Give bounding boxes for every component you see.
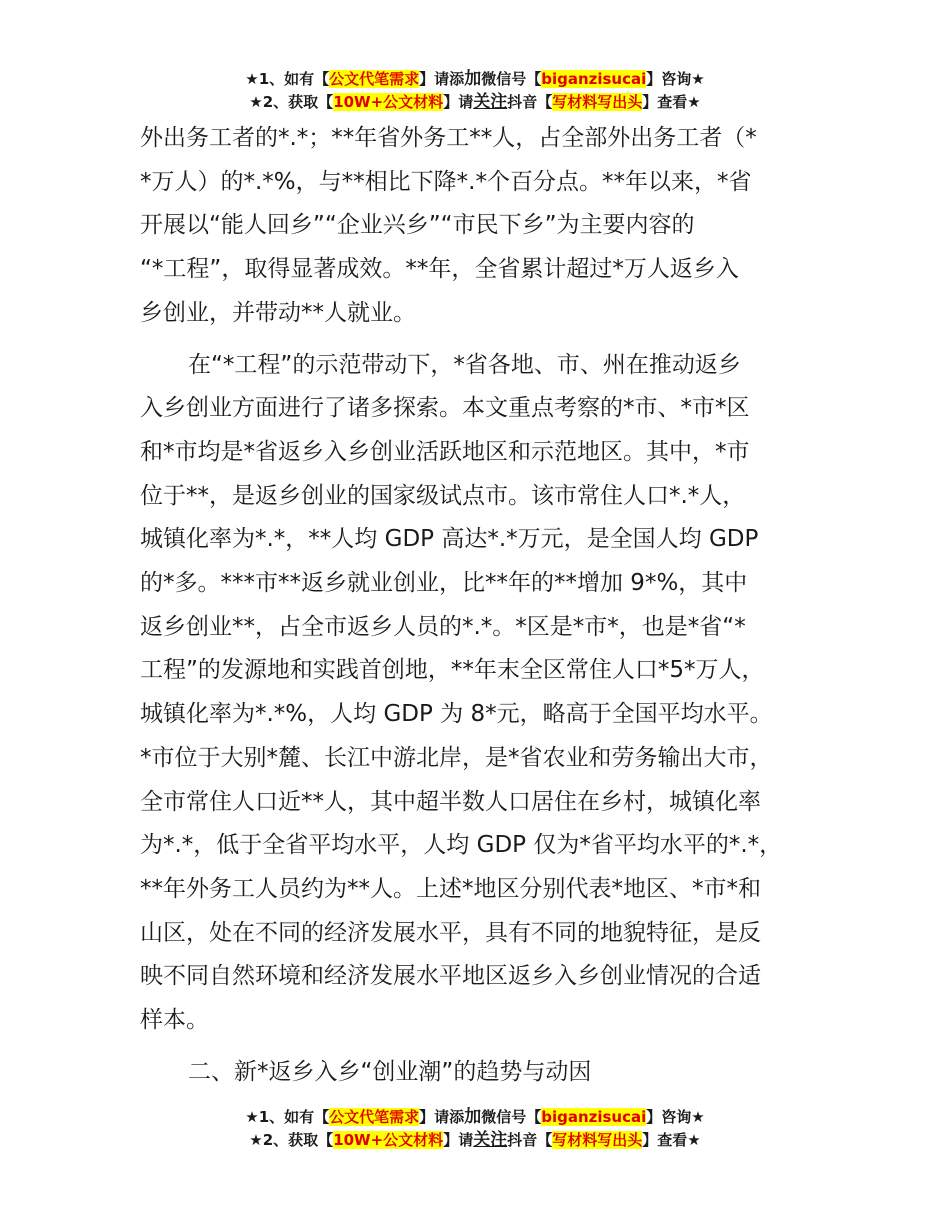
banner-text: ★2、获取【 [249,93,334,111]
banner-highlight: biganzisucai [541,1108,647,1126]
banner-line-2 [0,91,950,114]
banner-highlight: 10W+公文材料 [333,93,444,111]
text-line: 外出务工者的*.*；**年省外务工**人，占全部外出务工者（* [140,125,757,151]
banner-text: 加 [464,1107,482,1127]
banner-text: ★2、获取【 [249,1131,334,1149]
banner-line-1 [0,1106,950,1129]
text-line: 的*多。***市**返乡就业创业，比**年的**增加 9*%，其中 [140,570,748,597]
banner-highlight: 公文代笔需求 [329,1108,420,1126]
paragraph-2 [140,344,840,1043]
banner-text: 关注 [473,1130,508,1150]
text-line: 返乡创业**，占全市返乡人员的*.*。*区是*市*，也是*省“* [140,613,746,640]
text-line: 在“*工程”的示范带动下，*省各地、市、州在推动返乡 [188,351,741,378]
text-line: 山区，处在不同的经济发展水平，具有不同的地貌特征，是反 [140,919,761,946]
text-line: 城镇化率为*.*，**人均 GDP 高达*.*万元，是全国人均 GDP [140,526,759,553]
banner-text: 抖音【 [507,1131,553,1149]
banner-text: ★1、如有【 [245,1108,330,1126]
banner-text: 】咨询★ [646,70,705,88]
text-line: 为*.*，低于全省平均水平，人均 GDP 仅为*省平均水平的*.*， [140,832,783,859]
banner-highlight: 公文代笔需求 [329,70,420,88]
banner-text: 抖音【 [507,93,553,111]
text-line: 城镇化率为*.*%，人均 GDP 为 8*元，略高于全国平均水平。 [140,701,773,728]
banner-text: 加 [464,69,482,89]
section-heading-text: 二、新*返乡入乡“创业潮”的趋势与动因 [188,1058,592,1085]
text-line: 入乡创业方面进行了诸多探索。本文重点考察的*市、*市*区 [140,395,750,422]
text-line: 开展以“能人回乡”“企业兴乡”“市民下乡”为主要内容的 [140,212,695,239]
header-banner [0,68,950,114]
text-line: *万人）的*.*%，与**相比下降*.*个百分点。**年以来，*省 [140,168,752,195]
text-line: 工程”的发源地和实践首创地，**年末全区常住人口*5*万人， [140,657,765,684]
banner-text: 】请添 [419,70,465,88]
banner-text: 微信号【 [481,1108,542,1126]
banner-highlight: 写材料写出头 [552,93,643,111]
banner-highlight: biganzisucai [541,70,647,88]
text-line: *市位于大别*麓、长江中游北岸，是*省农业和劳务输出大市， [140,744,773,771]
text-line: 映不同自然环境和经济发展水平地区返乡入乡创业情况的合适 [140,963,761,990]
paragraph-1 [140,117,840,336]
banner-highlight: 写材料写出头 [552,1131,643,1149]
banner-text: 】请 [443,93,474,111]
banner-line-1 [0,68,950,91]
banner-line-2 [0,1129,950,1152]
text-line: 样本。 [140,1007,209,1034]
text-line: **年外务工人员约为**人。上述*地区分别代表*地区、*市*和 [140,875,761,902]
text-line: 全市常住人口近**人，其中超半数人口居住在乡村，城镇化率 [140,788,761,815]
section-heading [140,1051,840,1095]
footer-banner [0,1106,950,1152]
banner-text: 】查看★ [642,93,701,111]
text-line: 和*市均是*省返乡入乡创业活跃地区和示范地区。其中，*市 [140,438,750,465]
banner-text: 】请添 [419,1108,465,1126]
banner-text: 】查看★ [642,1131,701,1149]
text-line: 位于**，是返乡创业的国家级试点市。该市常住人口*.*人， [140,482,746,509]
banner-text: ★1、如有【 [245,70,330,88]
document-body [140,117,840,1094]
text-line: “*工程”，取得显著成效。**年，全省累计超过*万人返乡入 [140,256,739,283]
banner-highlight: 10W+公文材料 [333,1131,444,1149]
banner-text: 微信号【 [481,70,542,88]
banner-text: 】请 [443,1131,474,1149]
text-line: 乡创业，并带动**人就业。 [140,299,416,326]
banner-text: 】咨询★ [646,1108,705,1126]
banner-text: 关注 [473,92,508,112]
